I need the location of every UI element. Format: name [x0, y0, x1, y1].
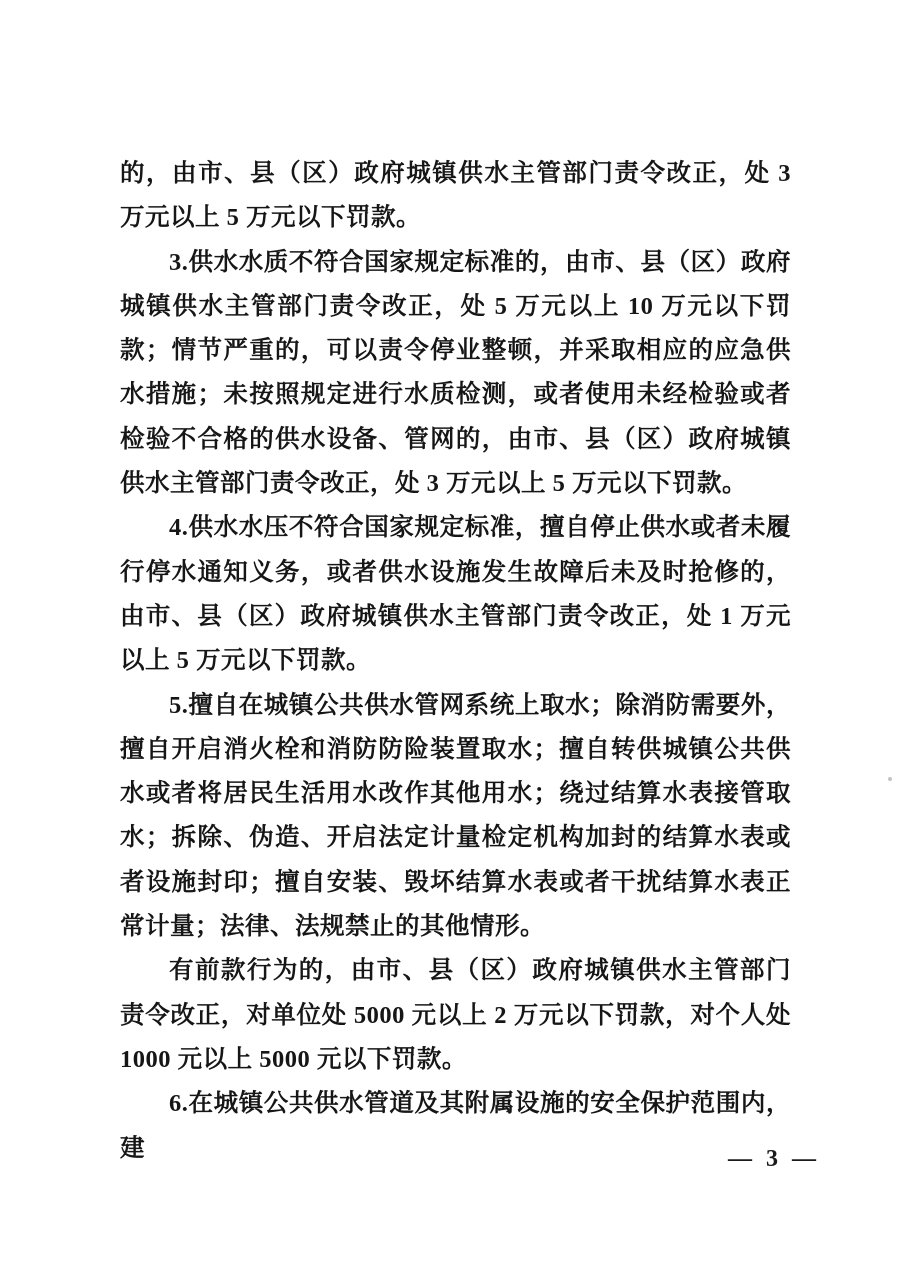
- page-number: — 3 —: [728, 1146, 820, 1172]
- paragraph-preceding-conduct-penalty: 有前款行为的，由市、县（区）政府城镇供水主管部门责令改正，对单位处 5000 元以上 2 万元以下罚款，对个人处 1000 元以上 5000 元以下罚款。: [120, 957, 791, 1073]
- paragraph-item-4-water-pressure: 4.供水水压不符合国家规定标准，擅自停止供水或者未履行停水通知义务，或者供水设施发生故障后未及时抢修的，由市、县（区）政府城镇供水主管部门责令改正，处 1 万元以上 5 万元以下罚款。: [120, 514, 791, 675]
- paragraph-item-5-unauthorized-water-use: 5.擅自在城镇公共供水管网系统上取水；除消防需要外，擅自开启消火栓和消防防险装置取水；擅自转供城镇公共供水或者将居民生活用水改作其他用水；绕过结算水表接管取水；拆除、伪造、开启法定计量检定机构加封的结算水表或者设施封印；擅自安装、毁坏结算水表或者干扰结算水表正常计量；法律、法规禁止的其他情形。: [120, 691, 791, 941]
- scan-speck-artifact: [888, 777, 892, 781]
- paragraph-item-3-water-quality: 3.供水水质不符合国家规定标准的，由市、县（区）政府城镇供水主管部门责令改正，处 5 万元以上 10 万元以下罚款；情节严重的，可以责令停业整顿，并采取相应的应急供水措施；未按照规定进行水质检测，或者使用未经检验或者检验不合格的供水设备、管网的，由市、县（区）政府城镇供水主管部门责令改正，处 3 万元以上 5 万元以下罚款。: [120, 248, 791, 498]
- paragraph-continuation-penalty: 的，由市、县（区）政府城镇供水主管部门责令改正，处 3 万元以上 5 万元以下罚款。: [120, 160, 791, 232]
- paragraph-item-6-protection-zone: 6.在城镇公共供水管道及其附属设施的安全保护范围内，建: [120, 1090, 791, 1162]
- document-body: [120, 152, 791, 1171]
